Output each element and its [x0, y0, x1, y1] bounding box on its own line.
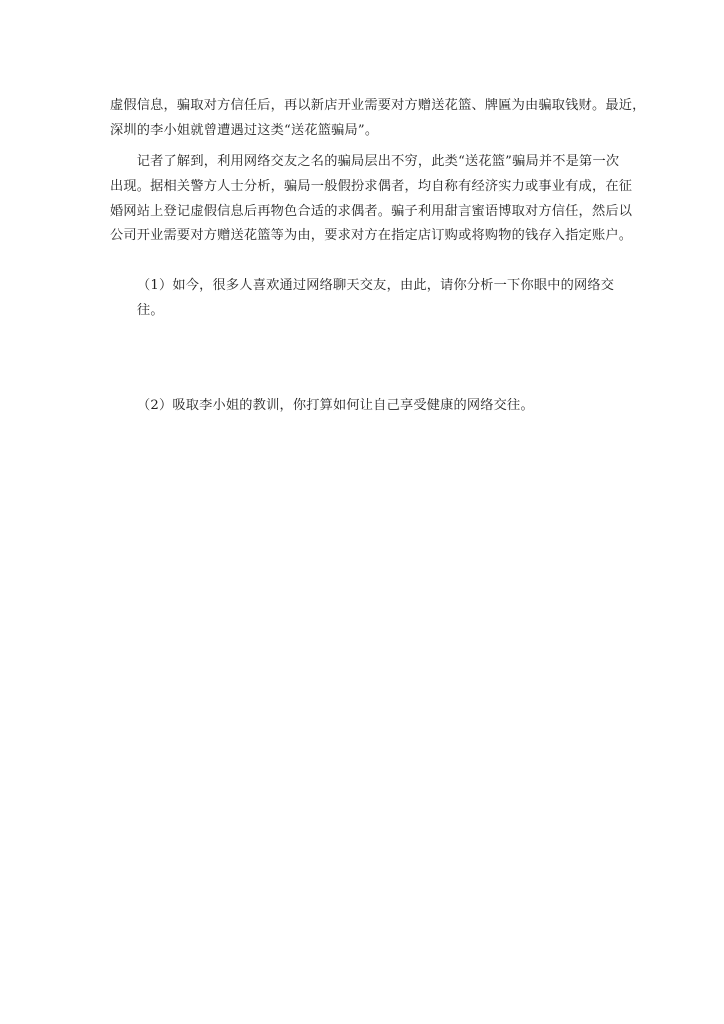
- paragraph-scam-intro: [110, 94, 646, 144]
- paragraph-line: 虚假信息，骗取对方信任后，再以新店开业需要对方赠送花篮、牌匾为由骗取钱财。最近，: [110, 98, 646, 113]
- question-2: （2）吸取李小姐的教训，你打算如何让自己享受健康的网络交往。: [137, 398, 534, 413]
- paragraph-line: 深圳的李小姐就曾遭遇过这类“送花篮骗局”。: [110, 122, 379, 138]
- paragraph-line: 出现。据相关警方人士分析，骗局一般假扮求偶者，均自称有经济实力或事业有成，在征: [110, 178, 633, 194]
- paragraph-reporter-findings: [110, 150, 633, 249]
- paragraph-line: 公司开业需要对方赠送花篮等为由，要求对方在指定店订购或将购物的钱存入指定账户。: [110, 228, 633, 244]
- paragraph-line: 记者了解到，利用网络交友之名的骗局层出不穷，此类“送花篮”骗局并不是第一次: [110, 154, 620, 169]
- paragraph-line: 婚网站上登记虚假信息后再物色合适的求偶者。骗子利用甜言蜜语博取对方信任，然后以: [110, 203, 633, 219]
- question-1: （1）如今，很多人喜欢通过网络聊天交友，由此，请你分析一下你眼中的网络交往。: [137, 278, 615, 318]
